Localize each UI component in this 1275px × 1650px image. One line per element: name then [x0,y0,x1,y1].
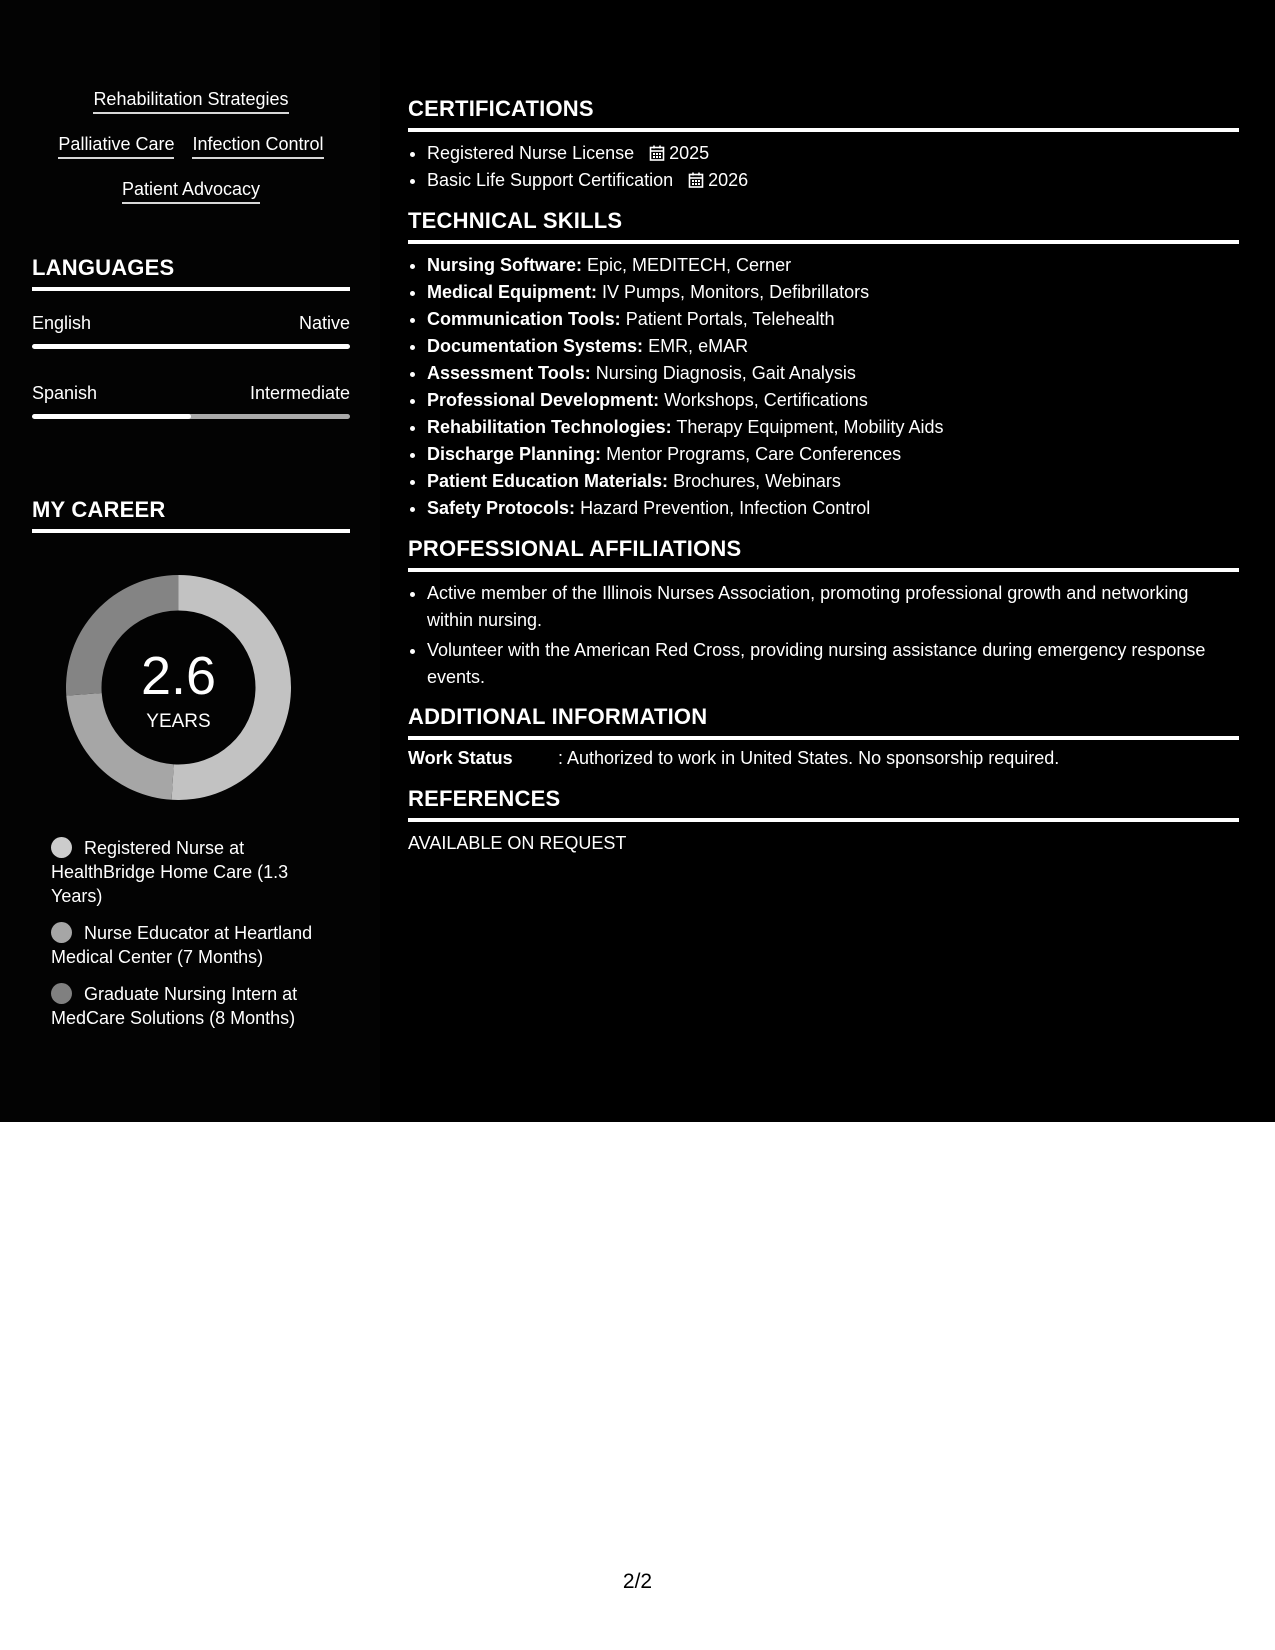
language-item [32,313,350,349]
career-legend [51,836,341,1043]
legend-dot-icon [51,983,72,1004]
work-status-row [408,748,1239,769]
career-heading: MY CAREER [32,497,166,522]
skill-label: Communication Tools: [427,309,621,329]
language-proficiency-bar [32,414,350,419]
skill-value: Therapy Equipment, Mobility Aids [676,417,944,437]
skill-label: Discharge Planning: [427,444,602,464]
skill-tag: Palliative Care [58,133,174,159]
additional-info-section [408,704,1239,769]
skill-label: Documentation Systems: [427,336,644,356]
calendar-icon [688,172,704,188]
skill-item [427,387,1239,414]
skill-value: Epic, MEDITECH, Cerner [587,255,792,275]
skill-value: Brochures, Webinars [673,471,841,491]
languages-heading: LANGUAGES [32,255,175,280]
skill-item [427,468,1239,495]
section-title: ADDITIONAL INFORMATION [408,704,708,729]
career-total-value: 2.6 [140,646,217,706]
skill-item [427,441,1239,468]
certifications-section [408,96,1239,194]
affiliations-section [408,536,1239,691]
skill-item [427,414,1239,441]
certification-item [427,140,1239,167]
career-total-unit: YEARS [146,711,211,732]
skill-tag: Patient Advocacy [122,178,260,204]
career-role-label: Graduate Nursing Intern at MedCare Solutions (8 Months) [51,984,298,1028]
section-title: TECHNICAL SKILLS [408,208,623,233]
main-column [408,0,1239,854]
technical-skills-section [408,208,1239,522]
section-divider [32,287,350,291]
career-section [32,497,350,533]
page-number: 2/2 [622,1570,653,1593]
career-legend-item [51,836,341,908]
language-name: Spanish [32,383,98,403]
skill-item [427,279,1239,306]
skill-tag-row [32,88,350,133]
section-title: PROFESSIONAL AFFILIATIONS [408,536,742,561]
skill-value: IV Pumps, Monitors, Defibrillators [602,282,870,302]
career-donut-chart [66,575,291,800]
section-title: CERTIFICATIONS [408,96,594,121]
certification-name: Basic Life Support Certification [427,170,674,190]
skill-label: Assessment Tools: [427,363,591,383]
language-name: English [32,313,92,333]
skill-label: Professional Development: [427,390,660,410]
language-proficiency-bar [32,344,350,349]
skill-value: Mentor Programs, Care Conferences [606,444,902,464]
legend-dot-icon [51,837,72,858]
skill-item [427,306,1239,333]
skill-value: EMR, eMAR [648,336,749,356]
references-section [408,786,1239,854]
affiliation-item: • Active member of the Illinois Nurses Association, promoting professional growth and networking within nursing. [427,580,1239,634]
skill-item [427,252,1239,279]
language-item [32,383,350,419]
affiliations-list [408,580,1239,691]
language-proficiency-fill [32,344,350,349]
section-divider [408,736,1239,740]
languages-section [32,255,350,291]
skill-label: Medical Equipment: [427,282,598,302]
skill-tag-row [32,178,350,223]
skill-tag-row [32,133,350,178]
skill-label: Rehabilitation Technologies: [427,417,672,437]
career-role-label: Registered Nurse at HealthBridge Home Care (1.3 Years) [51,838,289,906]
section-divider [32,529,350,533]
language-level: Intermediate [249,383,350,403]
skill-tag: Rehabilitation Strategies [93,88,288,114]
certifications-list [408,140,1239,194]
skill-value: Hazard Prevention, Infection Control [580,498,871,518]
career-legend-item [51,921,341,969]
skill-label: Safety Protocols: [427,498,576,518]
language-level: Native [298,313,350,333]
skill-tags [32,88,350,223]
career-legend-item [51,982,341,1030]
donut-slice [66,693,173,800]
work-status-value: : Authorized to work in United States. No sponsorship required. [558,748,1060,768]
skill-item [427,360,1239,387]
skill-value: Patient Portals, Telehealth [625,309,835,329]
certification-name: Registered Nurse License [427,143,635,163]
skill-item [427,333,1239,360]
calendar-icon [649,145,665,161]
section-title: REFERENCES [408,786,561,811]
skill-value: Nursing Diagnosis, Gait Analysis [595,363,856,383]
certification-year: 2025 [669,143,710,163]
language-proficiency-fill [32,414,191,419]
skill-item [427,495,1239,522]
legend-dot-icon [51,922,72,943]
section-divider [408,240,1239,244]
certification-item [427,167,1239,194]
skill-tag: Infection Control [192,133,323,159]
technical-skills-list [408,252,1239,522]
certification-year: 2026 [708,170,749,190]
section-divider [408,568,1239,572]
section-divider [408,128,1239,132]
career-role-label: Nurse Educator at Heartland Medical Center (7 Months) [51,923,313,967]
skill-value: Workshops, Certifications [664,390,868,410]
skill-label: Patient Education Materials: [427,471,669,491]
references-text: AVAILABLE ON REQUEST [408,833,627,853]
work-status-label: Work Status [408,748,513,768]
skill-label: Nursing Software: [427,255,583,275]
section-divider [408,818,1239,822]
affiliation-item: • Volunteer with the American Red Cross, providing nursing assistance during emergency response events. [427,637,1239,691]
